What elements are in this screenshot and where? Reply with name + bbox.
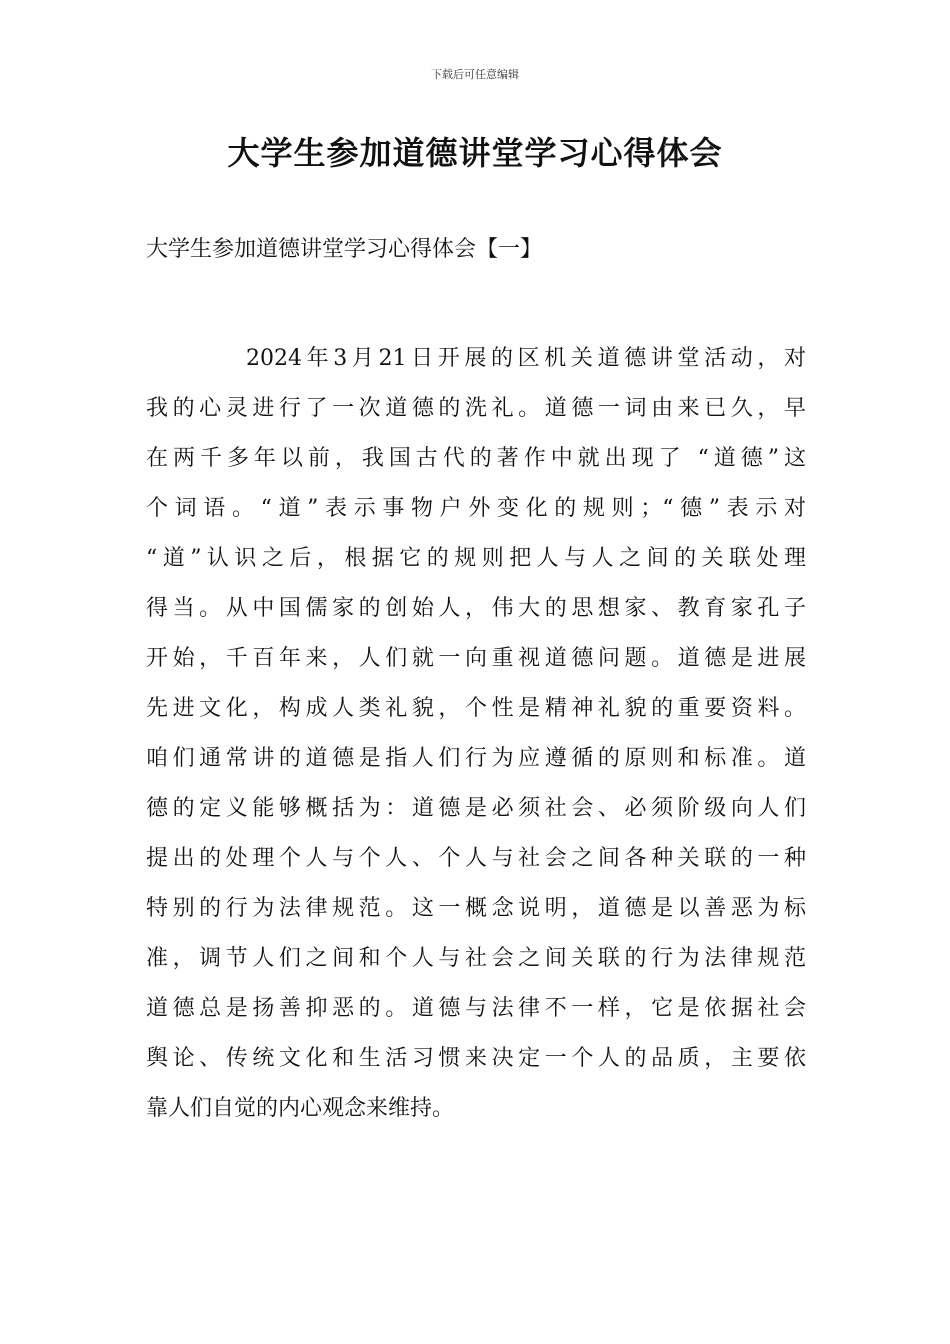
paragraph-line: 个词语。“道”表示事物户外变化的规则；“德”表示对 (146, 496, 806, 521)
section-heading: 大学生参加道德讲堂学习心得体会【一】 (146, 237, 543, 262)
paragraph-line: 得当。从中国儒家的创始人，伟大的思想家、教育家孔子 (146, 596, 806, 621)
document-title: 大学生参加道德讲堂学习心得体会 (227, 134, 723, 172)
paragraph-line: 道德总是扬善抑恶的。道德与法律不一样，它是依据社会 (146, 996, 806, 1021)
paragraph-line: 德的定义能够概括为：道德是必须社会、必须阶级向人们 (146, 796, 806, 821)
paragraph-line: 提出的处理个人与个人、个人与社会之间各种关联的一种 (146, 846, 806, 871)
paragraph-line: 先进文化，构成人类礼貌，个性是精神礼貌的重要资料。 (146, 696, 806, 721)
paragraph-line: 我的心灵进行了一次道德的洗礼。道德一词由来已久，早 (146, 396, 806, 421)
header-note: 下载后可任意编辑 (431, 68, 519, 81)
paragraph-line: 咱们通常讲的道德是指人们行为应遵循的原则和标准。道 (146, 746, 806, 771)
paragraph-line: 在两千多年以前，我国古代的著作中就出现了 “道德”这 (146, 446, 806, 471)
paragraph-line: 靠人们自觉的内心观念来维持。 (146, 1096, 455, 1121)
paragraph-line: 准，调节人们之间和个人与社会之间关联的行为法律规范 (146, 946, 806, 971)
paragraph-line: 开始，千百年来，人们就一向重视道德问题。道德是进展 (146, 646, 806, 671)
paragraph-line: 2024年3月21日开展的区机关道德讲堂活动，对 (246, 346, 806, 371)
paragraph-line: 特别的行为法律规范。这一概念说明，道德是以善恶为标 (146, 896, 806, 921)
paragraph-line: “道”认识之后，根据它的规则把人与人之间的关联处理 (146, 546, 806, 571)
body-paragraph (146, 334, 806, 1134)
paragraph-line: 舆论、传统文化和生活习惯来决定一个人的品质，主要依 (146, 1046, 806, 1071)
